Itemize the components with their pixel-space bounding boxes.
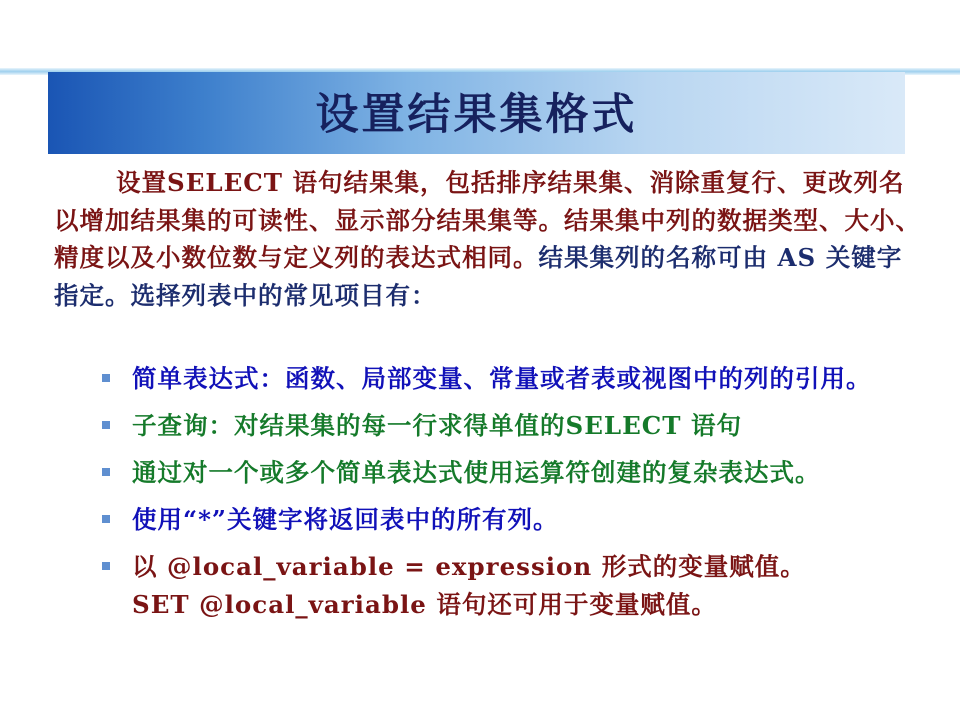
bullet-item-star-keyword <box>100 501 940 539</box>
bullet-square-icon <box>102 562 110 570</box>
bullet-item-simple-expression <box>100 360 940 398</box>
bullet-square-icon <box>102 515 110 523</box>
bullet-text: 子查询：对结果集的每一行求得单值的SELECT 语句 <box>132 411 743 440</box>
intro-paragraph <box>54 164 924 314</box>
bullet-item-complex-expression <box>100 454 940 492</box>
slide-title: 设置结果集格式 <box>315 90 638 140</box>
bullet-text: 简单表达式：函数、局部变量、常量或者表或视图中的列的引用。 <box>132 364 872 393</box>
paragraph-navy-text: 结果集列的名称可由 AS 关键字指定。选择列表中的常见项目有： <box>54 243 903 310</box>
bullet-text: 以 @local_variable = expression 形式的变量赋值。 <box>132 552 806 581</box>
bullet-item-subquery <box>100 407 940 445</box>
bullet-item-variable-assignment <box>100 548 940 624</box>
bullet-subline-text: SET @local_variable 语句还可用于变量赋值。 <box>132 590 717 619</box>
bullet-square-icon <box>102 374 110 382</box>
bullet-text: 通过对一个或多个简单表达式使用运算符创建的复杂表达式。 <box>132 458 821 487</box>
bullet-square-icon <box>102 468 110 476</box>
paragraph-red-text: 设置SELECT 语句结果集，包括排序结果集、消除重复行、更改列名以增加结果集的可读性、显示部分结果集等。结果集中列的数据类型、大小、精度以及小数位数与定义列的表达式相同。 <box>54 168 921 272</box>
bullet-square-icon <box>102 421 110 429</box>
bullet-list <box>100 360 940 633</box>
bullet-text: 使用“*”关键字将返回表中的所有列。 <box>132 505 559 534</box>
